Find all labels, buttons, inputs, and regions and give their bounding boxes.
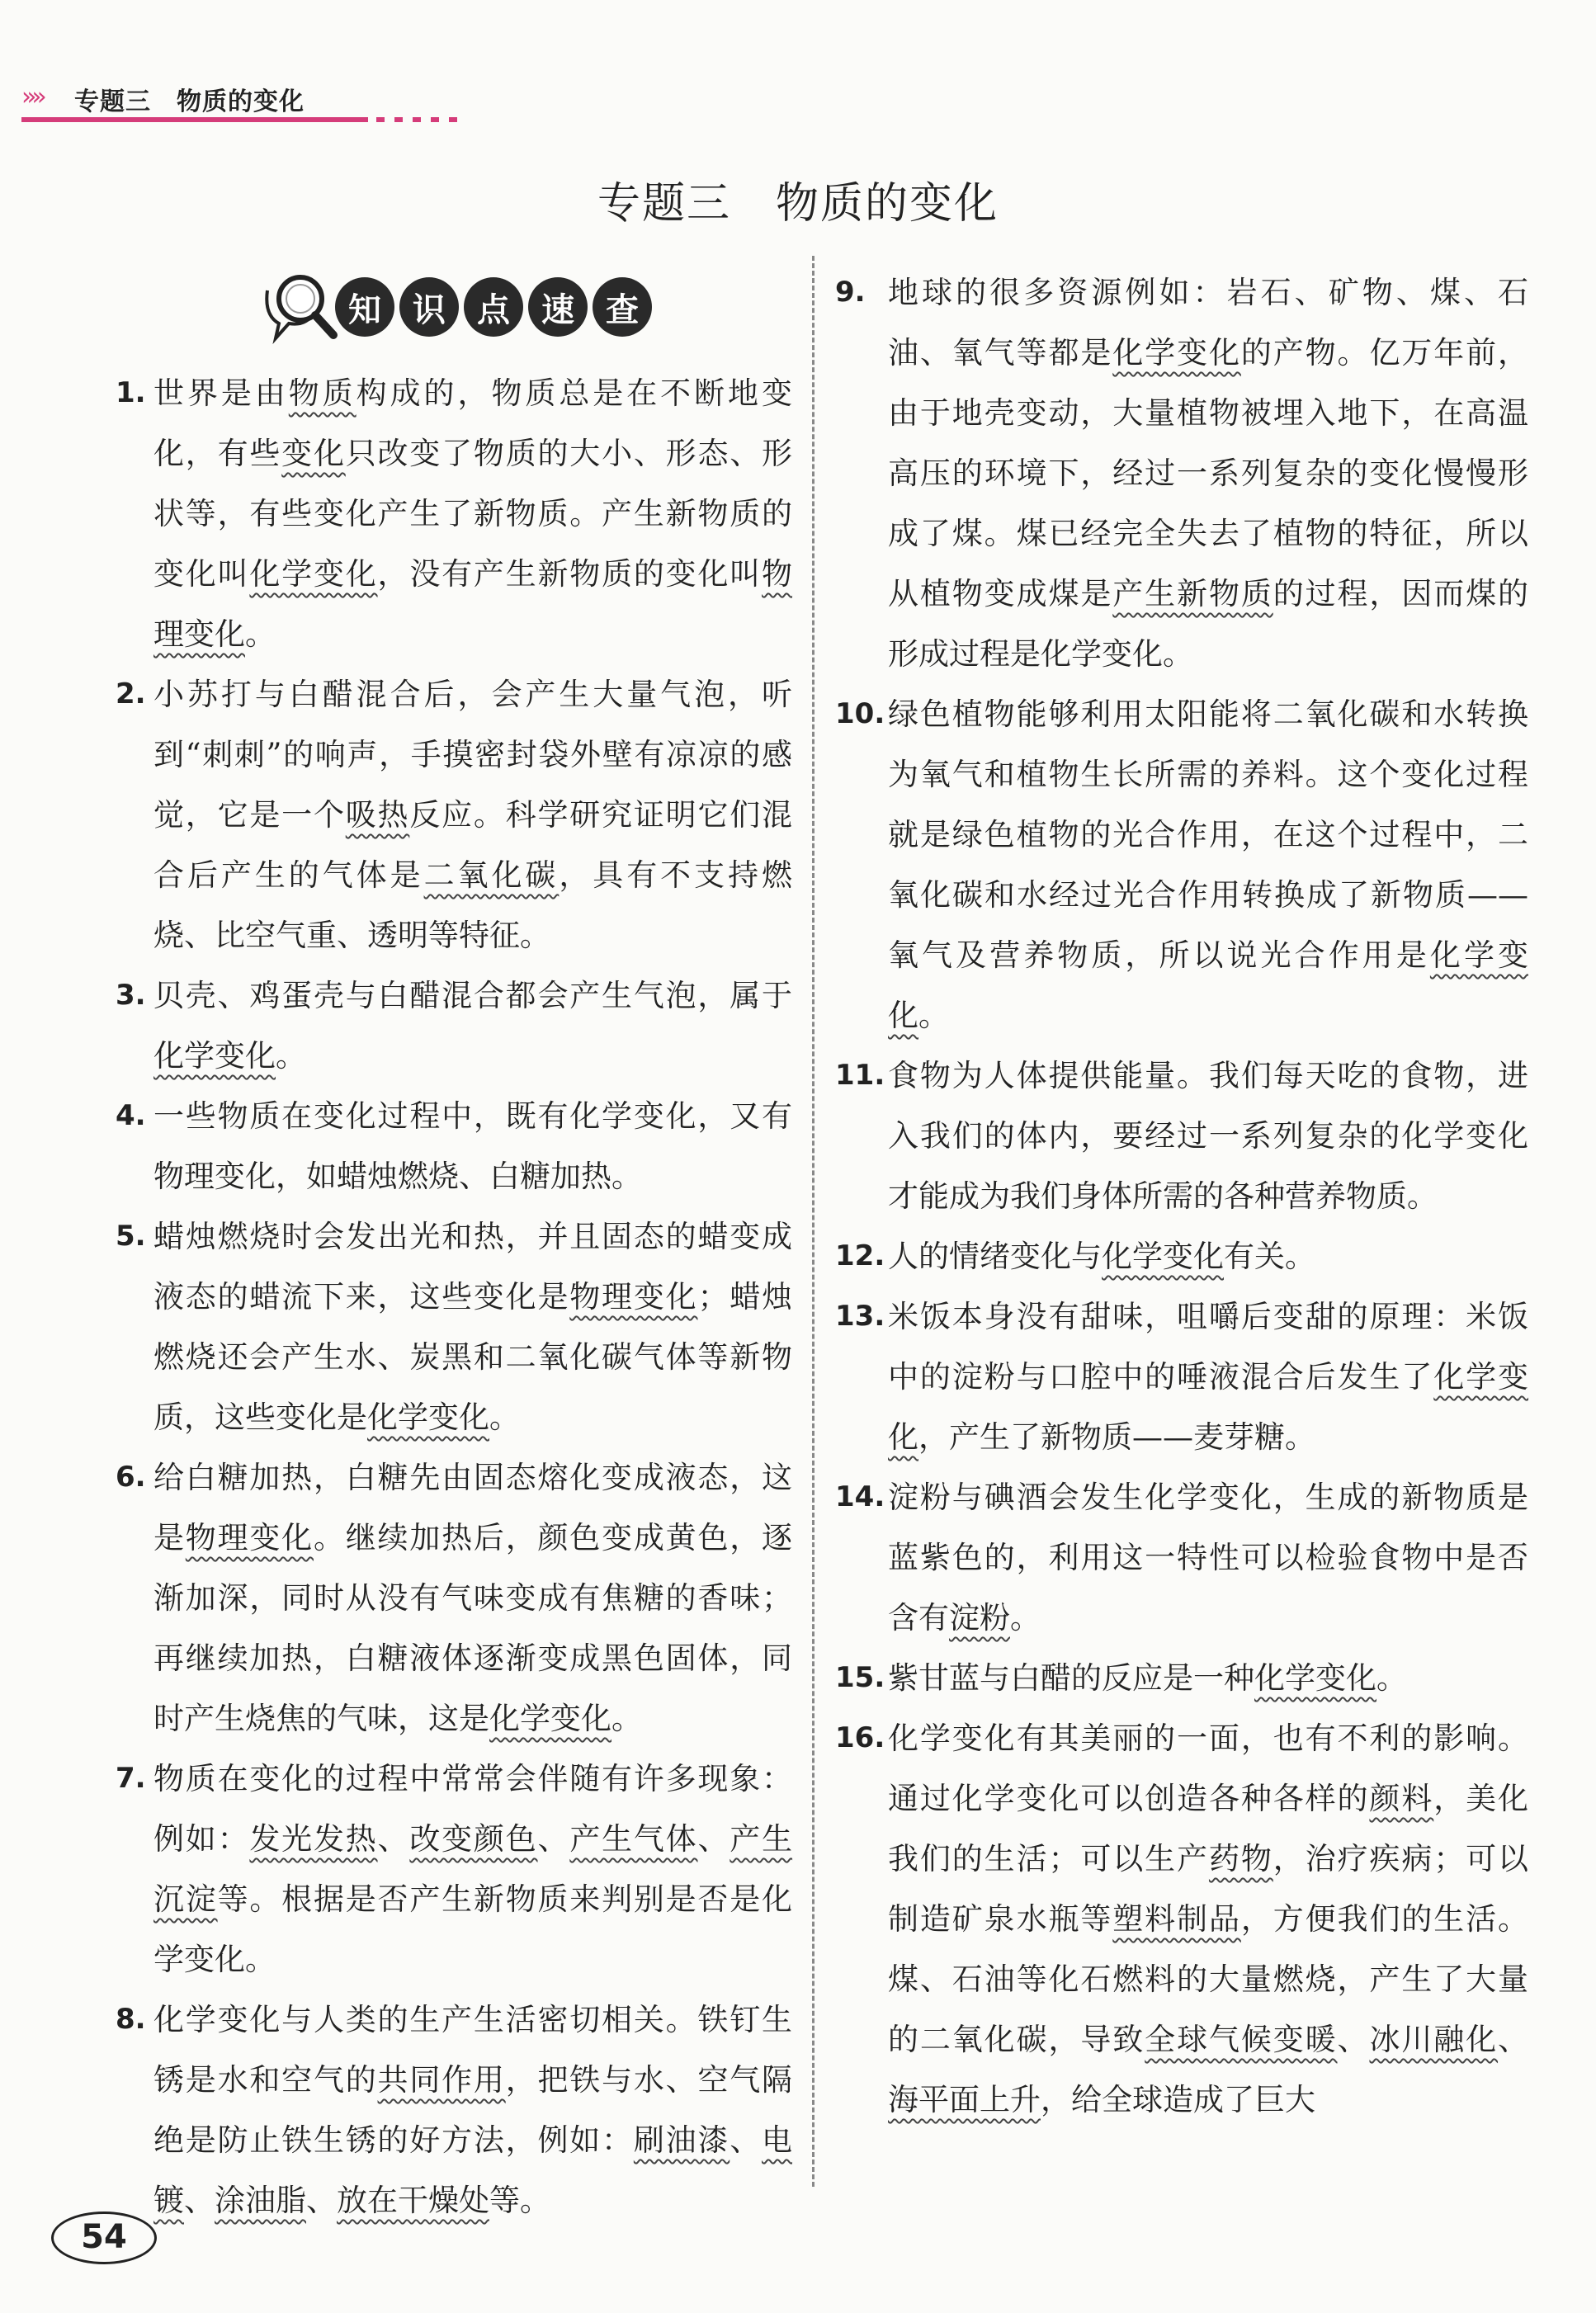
answer-underlined: 化学变化 xyxy=(1102,1239,1224,1274)
answer-underlined: 变化 xyxy=(281,436,346,471)
running-header xyxy=(21,79,451,117)
text-run: 。 xyxy=(1376,1660,1407,1696)
text-run: 。 xyxy=(918,998,949,1033)
text-run: ，具有不支持燃烧、比空气重、透明等特征。 xyxy=(153,857,793,953)
item-text xyxy=(888,1648,1528,1708)
answer-underlined: 淀粉 xyxy=(949,1600,1010,1636)
knowledge-item xyxy=(835,1467,1528,1648)
text-run: 的过程，因而煤的形成过程是化学变化。 xyxy=(888,576,1529,672)
text-run: 蜡烛燃烧时会发出光和热，并且固态的蜡变成液态的蜡流下来，这些变化是 xyxy=(153,1219,792,1315)
magnifier-icon xyxy=(256,266,338,345)
text-run: 构成的，物质总是在不断地变化，有些 xyxy=(153,375,793,471)
text-run: ，治疗疾病；可以制造矿泉水瓶等 xyxy=(888,1841,1529,1937)
badge-char: 知 xyxy=(335,277,394,337)
item-text xyxy=(153,1086,792,1206)
right-column xyxy=(835,262,1528,2130)
item-number: 13. xyxy=(835,1300,885,1333)
item-text xyxy=(888,1046,1528,1226)
page-title: 专题三 物质的变化 xyxy=(597,179,999,229)
text-run: 只改变了物质的大小、形态、形状等，有些变化产生了新物质。产生新物质的变化叫 xyxy=(153,436,793,592)
item-number: 8. xyxy=(116,2003,146,2036)
text-run: 紫甘蓝与白醋的反应是一种 xyxy=(888,1660,1254,1696)
answer-underlined: 颜料 xyxy=(1369,1781,1434,1816)
text-run: 人的情绪变化与 xyxy=(888,1239,1102,1274)
badge-char: 点 xyxy=(464,277,523,337)
item-text xyxy=(153,363,792,664)
item-text xyxy=(153,664,792,965)
badge-char: 速 xyxy=(528,277,588,337)
item-number: 4. xyxy=(116,1099,146,1132)
badge-char: 查 xyxy=(593,277,652,337)
answer-underlined: 物理变化 xyxy=(569,1279,698,1315)
item-text xyxy=(888,1708,1528,2130)
answer-underlined: 化学变化 xyxy=(367,1400,489,1435)
answer-underlined: 化学变化 xyxy=(1112,335,1241,371)
text-run: 化学变化有其美丽的一面，也有不利的影响。通过化学变化可以创造各种各样的 xyxy=(888,1721,1528,1816)
item-text xyxy=(153,965,792,1086)
item-number: 6. xyxy=(116,1461,146,1494)
item-text xyxy=(888,1286,1528,1467)
text-run: 物质在变化的过程中常常会伴随有许多现象：例如： xyxy=(153,1761,792,1857)
answer-underlined: 冰川融化 xyxy=(1369,2022,1499,2057)
item-number: 1. xyxy=(116,376,146,409)
text-run: 化学变化与人类的生产生活密切相关。铁钉生锈是水和空气的 xyxy=(153,2002,792,2098)
answer-underlined: 化学变化 xyxy=(888,1359,1529,1455)
text-run: 、 xyxy=(537,1821,570,1857)
answer-underlined: 电镀 xyxy=(153,2122,793,2218)
knowledge-item xyxy=(835,1226,1528,1286)
answer-underlined: 产生新物质 xyxy=(1112,576,1273,611)
text-run: 贝壳、鸡蛋壳与白醋混合都会产生气泡，属于 xyxy=(153,978,792,1013)
item-text xyxy=(888,262,1528,684)
knowledge-item xyxy=(116,965,792,1086)
answer-underlined: 产生气体 xyxy=(569,1821,698,1857)
item-text xyxy=(153,1206,792,1447)
answer-underlined: 化学变化 xyxy=(1254,1660,1376,1696)
answer-underlined: 化学变化 xyxy=(489,1701,611,1736)
item-number: 5. xyxy=(116,1220,146,1253)
text-run: 。 xyxy=(489,1400,520,1435)
knowledge-item xyxy=(116,1749,792,1990)
text-run: 。 xyxy=(611,1701,642,1736)
text-run: 淀粉与碘酒会发生化学变化，生成的新物质是蓝紫色的，利用这一特性可以检验食物中是否含有 xyxy=(888,1480,1528,1636)
text-run: 反应。科学研究证明它们混合后产生的气体是 xyxy=(153,797,793,893)
header-dotted-rule xyxy=(376,117,467,122)
knowledge-item xyxy=(835,1648,1528,1708)
answer-underlined: 共同作用 xyxy=(377,2062,506,2098)
text-run: 、 xyxy=(1337,2022,1370,2057)
item-number: 2. xyxy=(116,677,146,710)
header-rule xyxy=(21,117,368,122)
knowledge-item xyxy=(835,1286,1528,1467)
text-run: ，把铁与水、空气隔绝是防止铁生锈的好方法，例如： xyxy=(153,2062,793,2158)
text-run: ，方便我们的生活。煤、石油等化石燃料的大量燃烧，产生了大量的二氧化碳，导致 xyxy=(888,1901,1529,2057)
answer-underlined: 药物 xyxy=(1208,1841,1273,1876)
text-run: 。 xyxy=(1010,1600,1041,1636)
item-text xyxy=(888,1467,1528,1648)
answer-underlined: 放在干燥处 xyxy=(337,2183,489,2218)
knowledge-item xyxy=(835,1046,1528,1226)
text-run: 。 xyxy=(245,616,276,652)
answer-underlined: 全球气候变暖 xyxy=(1145,2022,1338,2057)
item-number: 10. xyxy=(835,697,885,730)
text-run: 。 xyxy=(276,1038,306,1074)
item-text xyxy=(888,684,1528,1046)
answer-underlined: 物理变化 xyxy=(153,556,793,652)
text-run: 、 xyxy=(1498,2022,1529,2057)
knowledge-item xyxy=(835,262,1528,684)
knowledge-item xyxy=(835,684,1528,1046)
text-run: 、 xyxy=(184,2183,215,2218)
answer-underlined: 化学变化 xyxy=(888,937,1529,1033)
text-run: 一些物质在变化过程中，既有化学变化，又有物理变化，如蜡烛燃烧、白糖加热。 xyxy=(153,1098,792,1194)
badge-char: 识 xyxy=(399,277,459,337)
text-run: 、 xyxy=(377,1821,410,1857)
text-run: 、 xyxy=(697,1821,730,1857)
item-text xyxy=(888,1226,1528,1286)
text-run: 绿色植物能够利用太阳能将二氧化碳和水转换为氧气和植物生长所需的养料。这个变化过程就是绿色植物的光合作用，在这个过程中，二氧化碳和水经过光合作用转换成了新物质——氧气及营养物质，所以说光合作用是 xyxy=(888,696,1528,973)
answer-underlined: 产生沉淀 xyxy=(153,1821,793,1917)
column-divider xyxy=(812,256,815,2187)
answer-underlined: 二氧化碳 xyxy=(423,857,560,893)
item-number: 7. xyxy=(116,1762,146,1795)
page-number-text: 54 xyxy=(81,2218,127,2256)
left-column xyxy=(116,363,792,2230)
text-run: 的产物。亿万年前，由于地壳变动，大量植物被埋入地下，在高温高压的环境下，经过一系列复杂的变化慢慢形成了煤。煤已经完全失去了植物的特征，所以从植物变成煤是 xyxy=(888,335,1529,611)
item-number: 14. xyxy=(835,1480,885,1513)
header-label: 专题三 物质的变化 xyxy=(74,87,305,116)
text-run: ，产生了新物质——麦芽糖。 xyxy=(918,1419,1315,1455)
knowledge-item xyxy=(835,1708,1528,2130)
text-run: 、 xyxy=(306,2183,337,2218)
answer-underlined: 改变颜色 xyxy=(409,1821,538,1857)
text-run: 地球的很多资源例如：岩石、矿物、煤、石油、氧气等都是 xyxy=(888,275,1528,371)
answer-underlined: 化学变化 xyxy=(153,1038,276,1074)
text-run: ，给全球造成了巨大 xyxy=(1041,2082,1315,2117)
answer-underlined: 海平面上升 xyxy=(888,2082,1041,2117)
knowledge-item xyxy=(116,363,792,664)
text-run: 给白糖加热，白糖先由固态熔化变成液态，这是 xyxy=(153,1460,792,1555)
item-text xyxy=(153,1990,792,2230)
double-chevron-icon: »» xyxy=(21,83,42,111)
answer-underlined: 刷油漆 xyxy=(633,2122,730,2158)
answer-underlined: 化学变化 xyxy=(249,556,378,592)
text-run: 等。 xyxy=(489,2183,550,2218)
answer-underlined: 发光发热 xyxy=(249,1821,378,1857)
text-run: 、 xyxy=(730,2122,763,2158)
text-run: ，美化我们的生活；可以生产 xyxy=(888,1781,1529,1876)
text-run: 米饭本身没有甜味，咀嚼后变甜的原理：米饭中的淀粉与口腔中的唾液混合后发生了 xyxy=(888,1299,1528,1395)
answer-underlined: 物质 xyxy=(288,375,357,411)
text-run: ；蜡烛燃烧还会产生水、炭黑和二氧化碳气体等新物质，这些变化是 xyxy=(153,1279,793,1435)
page-number xyxy=(51,2212,158,2269)
item-number: 3. xyxy=(116,979,146,1012)
knowledge-item xyxy=(116,1206,792,1447)
item-number: 12. xyxy=(835,1239,885,1272)
text-run: ，没有产生新物质的变化叫 xyxy=(377,556,763,592)
answer-underlined: 物理变化 xyxy=(185,1520,314,1555)
knowledge-item xyxy=(116,664,792,965)
knowledge-item xyxy=(116,1447,792,1749)
text-run: 有关。 xyxy=(1224,1239,1315,1274)
text-run: 小苏打与白醋混合后，会产生大量气泡，听到“刺刺”的响声，手摸密封袋外壁有凉凉的感觉，它是一个 xyxy=(153,677,792,833)
knowledge-item xyxy=(116,1990,792,2230)
text-run: 食物为人体提供能量。我们每天吃的食物，进入我们的体内，要经过一系列复杂的化学变化才能成为我们身体所需的各种营养物质。 xyxy=(888,1058,1528,1214)
text-run: 世界是由 xyxy=(153,375,289,411)
badge-characters xyxy=(335,277,652,337)
knowledge-item xyxy=(116,1086,792,1206)
answer-underlined: 吸热 xyxy=(345,797,410,833)
item-text xyxy=(153,1447,792,1749)
item-number: 16. xyxy=(835,1721,885,1754)
answer-underlined: 塑料制品 xyxy=(1112,1901,1241,1937)
item-number: 9. xyxy=(835,276,866,309)
item-number: 11. xyxy=(835,1059,885,1092)
item-number: 15. xyxy=(835,1661,885,1694)
text-run: 。继续加热后，颜色变成黄色，逐渐加深，同时从没有气味变成有焦糖的香味；再继续加热，白糖液体逐渐变成黑色固体，同时产生烧焦的气味，这是 xyxy=(153,1520,793,1736)
answer-underlined: 涂油脂 xyxy=(215,2183,306,2218)
text-run: 等。根据是否产生新物质来判别是否是化学变化。 xyxy=(153,1881,793,1977)
item-text xyxy=(153,1749,792,1990)
knowledge-badge xyxy=(256,266,668,345)
